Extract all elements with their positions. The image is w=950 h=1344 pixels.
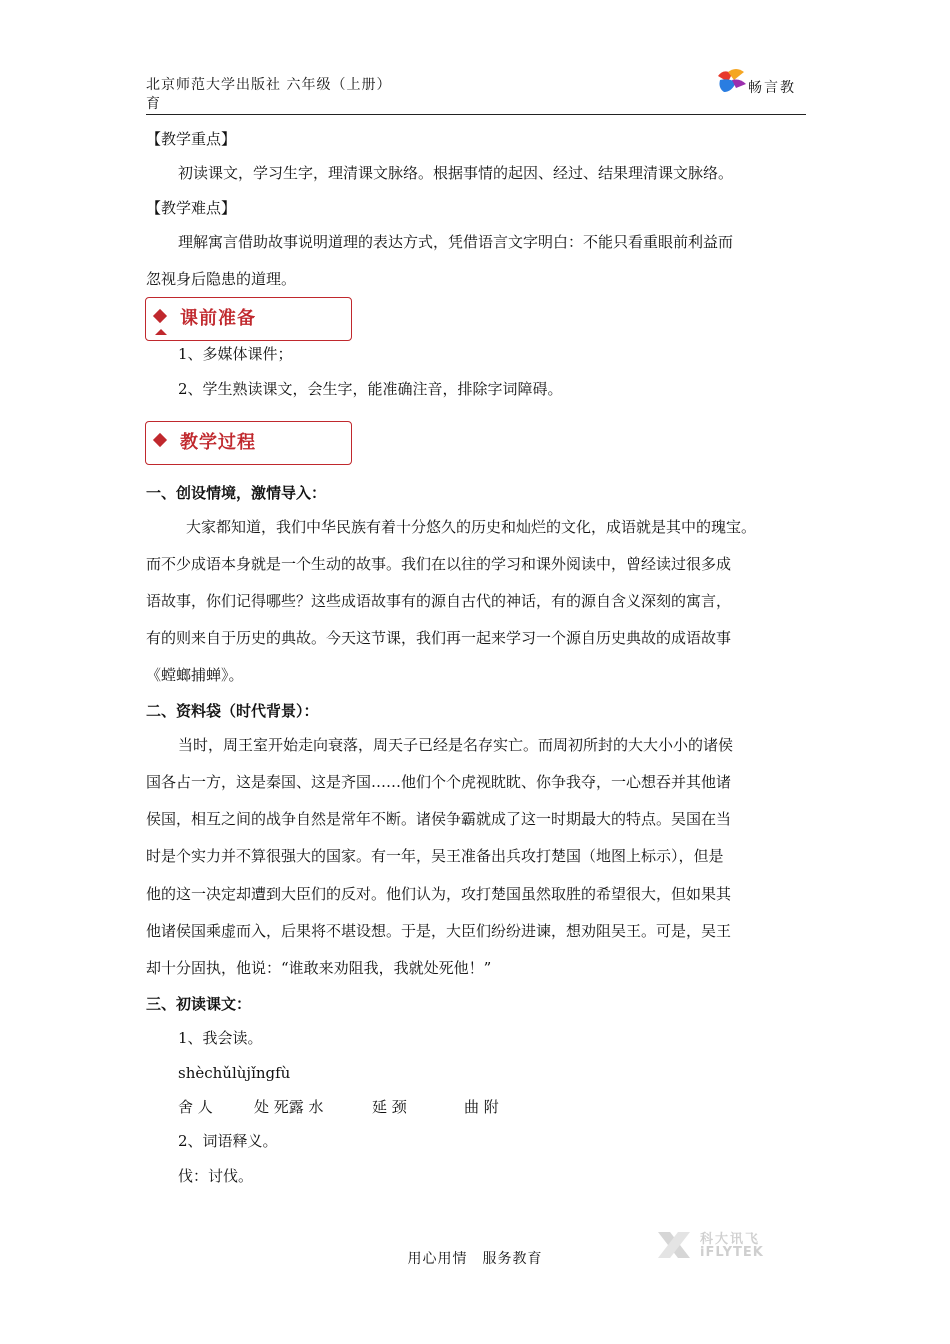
diamond-bullet-icon xyxy=(153,433,167,447)
changyan-bird-logo-icon xyxy=(714,66,748,96)
part2-line: 国各占一方，这是秦国、这是齐国……他们个个虎视眈眈、你争我夺，一心想吞并其他诸 xyxy=(146,773,732,791)
part1-line: 《螳螂捕蝉》。 xyxy=(146,666,244,684)
part1-heading: 一、创设情境，激情导入： xyxy=(146,484,327,502)
prep-item-1: 1、多媒体课件； xyxy=(178,345,293,363)
part2-line: 他诸侯国乘虚而入，后果将不堪设想。于是，大臣们纷纷进谏，想劝阻吴王。可是，吴王 xyxy=(146,922,732,940)
iflytek-x-logo-icon xyxy=(656,1228,692,1262)
part3-item-1: 1、我会读。 xyxy=(178,1029,263,1047)
part3-pinyin: shèchǔlùjǐngfù xyxy=(178,1064,291,1082)
process-section-box xyxy=(145,421,352,465)
difficulty-line-2: 忽视身后隐患的道理。 xyxy=(146,270,297,288)
prep-section-box xyxy=(145,297,352,341)
part1-line: 有的则来自于历史的典故。今天这节课，我们再一起来学习一个源自历史典故的成语故事 xyxy=(146,629,732,647)
part3-word: 处 死露 水 xyxy=(254,1098,324,1116)
footer-slogan: 用心用情 服务教育 xyxy=(407,1251,543,1267)
part2-line: 时是个实力并不算很强大的国家。有一年，吴王准备出兵攻打楚国（地图上标示），但是 xyxy=(146,847,724,865)
part3-word: 舍 人 xyxy=(178,1098,213,1116)
difficulty-line-1: 理解寓言借助故事说明道理的表达方式，凭借语言文字明白：不能只看重眼前利益而 xyxy=(178,233,734,251)
part1-line: 语故事，你们记得哪些？这些成语故事有的源自古代的神话，有的源自含义深刻的寓言， xyxy=(146,592,732,610)
header-publisher xyxy=(146,76,446,114)
part1-line: 而不少成语本身就是一个生动的故事。我们在以往的学习和课外阅读中，曾经读过很多成 xyxy=(146,555,732,573)
key-point-title: 【教学重点】 xyxy=(146,130,237,148)
iflytek-watermark xyxy=(656,1226,776,1264)
part2-line: 当时，周王室开始走向衰落，周天子已经是名存实亡。而周初所封的大大小小的诸侯 xyxy=(178,736,734,754)
iflytek-watermark-line1: 科大讯飞 xyxy=(700,1232,761,1247)
part2-line: 他的这一决定却遭到大臣们的反对。他们认为，攻打楚国虽然取胜的希望很大，但如果其 xyxy=(146,885,732,903)
part3-item-2: 2、词语释义。 xyxy=(178,1132,278,1150)
part2-line: 却十分固执，他说：“谁敢来劝阻我，我就处死他！” xyxy=(146,959,492,977)
header-logo-text: 畅言教 xyxy=(748,80,796,96)
prep-section-title: 课前准备 xyxy=(180,308,256,329)
prep-item-2: 2、学生熟读课文，会生字，能准确注音，排除字词障碍。 xyxy=(178,380,563,398)
key-point-text: 初读课文，学习生字，理清课文脉络。根据事情的起因、经过、结果理清课文脉络。 xyxy=(178,164,734,182)
part1-line: 大家都知道，我们中华民族有着十分悠久的历史和灿烂的文化，成语就是其中的瑰宝。 xyxy=(186,518,757,536)
part3-word: 曲 附 xyxy=(464,1098,499,1116)
part3-heading: 三、初读课文： xyxy=(146,995,252,1013)
part3-definition-1: 伐：讨伐。 xyxy=(178,1167,254,1185)
iflytek-watermark-line2: iFLYTEK xyxy=(700,1245,764,1260)
diamond-bullet-icon xyxy=(153,309,167,323)
part2-line: 侯国，相互之间的战争自然是常年不断。诸侯争霸就成了这一时期最大的特点。吴国在当 xyxy=(146,810,732,828)
header-publisher-line2: 育 xyxy=(146,96,161,112)
process-section-title: 教学过程 xyxy=(180,432,256,453)
header-divider xyxy=(146,114,806,115)
part3-word: 延 颈 xyxy=(372,1098,407,1116)
part2-heading: 二、资料袋（时代背景）： xyxy=(146,702,319,720)
triangle-mark-icon xyxy=(155,329,167,335)
difficulty-title: 【教学难点】 xyxy=(146,199,237,217)
header-publisher-line1: 北京师范大学出版社 六年级（上册） xyxy=(146,77,392,93)
